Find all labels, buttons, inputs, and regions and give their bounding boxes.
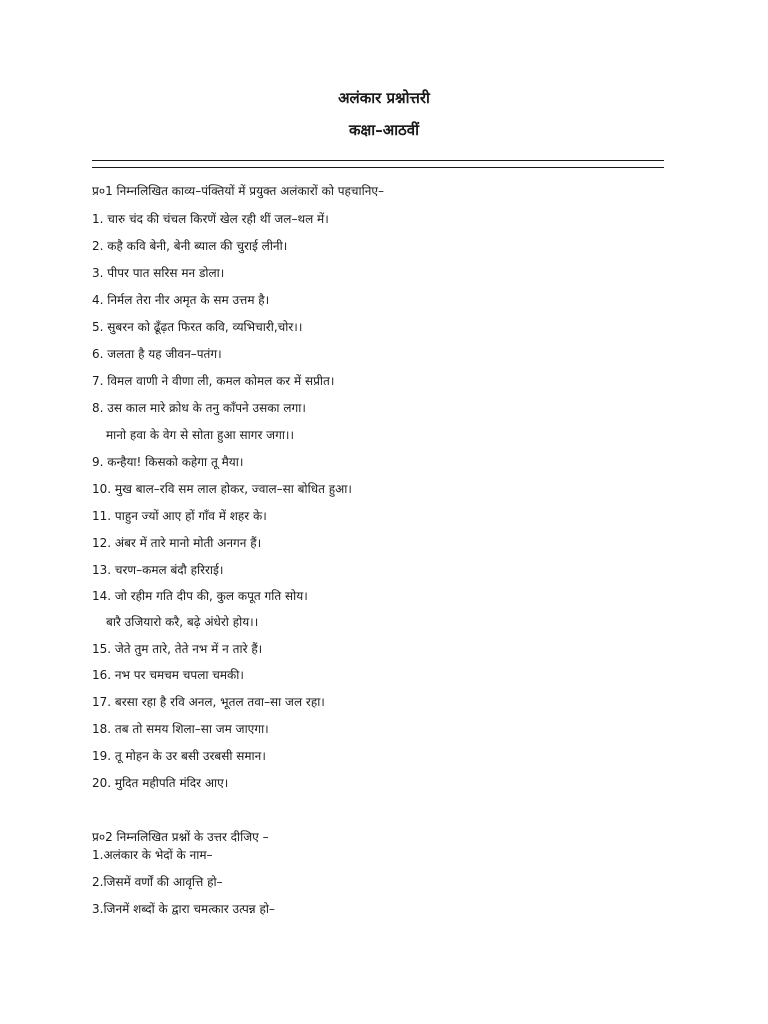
list-item: 1. चारु चंद की चंचल किरणें खेल रही थीं जल–थल में। [92, 212, 329, 226]
list-item: 5. सुबरन को ढूँढ़त फिरत कवि, व्यभिचारी,चोर।। [92, 320, 303, 334]
list-item: 17. बरसा रहा है रवि अनल, भूतल तवा–सा जल रहा। [92, 695, 325, 709]
list-item: 3.जिनमें शब्दों के द्वारा चमत्कार उत्पन्न हो– [92, 902, 275, 916]
divider-line [92, 160, 664, 161]
list-item: 8. उस काल मारे क्रोध के तनु काँपने उसका लगा। [92, 401, 306, 415]
list-item: 18. तब तो समय शिला–सा जम जाएगा। [92, 722, 269, 736]
list-item: 19. तू मोहन के उर बसी उरबसी समान। [92, 749, 266, 763]
list-item-continuation: बारै उजियारो करै, बढ़े अंधेरो होय।। [106, 615, 259, 629]
list-item: 14. जो रहीम गति दीप की, कुल कपूत गति सोय। [92, 589, 308, 603]
question-1-heading: प्र०1 निम्नलिखित काव्य–पंक्तियों में प्रयुक्त अलंकारों को पहचानिए– [92, 184, 385, 198]
list-item: 15. जेते तुम तारे, तेते नभ में न तारे हैं। [92, 642, 263, 656]
divider-line [92, 167, 664, 168]
list-item: 9. कन्हैया! किसको कहेगा तू मैया। [92, 455, 244, 469]
list-item: 12. अंबर में तारे मानो मोती अनगन हैं। [92, 536, 262, 550]
list-item: 3. पीपर पात सरिस मन डोला। [92, 266, 225, 280]
list-item: 1.अलंकार के भेदों के नाम– [92, 848, 213, 862]
list-item-continuation: मानो हवा के वेग से सोता हुआ सागर जगा।। [106, 428, 295, 442]
list-item: 20. मुदित महीपति मंदिर आए। [92, 776, 229, 790]
document-title: अलंकार प्रश्नोत्तरी [338, 89, 430, 107]
list-item: 2.जिसमें वर्णों की आवृत्ति हो– [92, 875, 223, 889]
question-2-heading: प्र०2 निम्नलिखित प्रश्नों के उत्तर दीजिए – [92, 830, 269, 844]
list-item: 16. नभ पर चमचम चपला चमकी। [92, 668, 244, 682]
list-item: 2. कहै कवि बेनी, बेनी ब्याल की चुराई लीनी। [92, 239, 288, 253]
list-item: 6. जलता है यह जीवन–पतंग। [92, 347, 222, 361]
list-item: 4. निर्मल तेरा नीर अमृत के सम उत्तम है। [92, 293, 270, 307]
list-item: 13. चरण–कमल बंदौ हरिराई। [92, 563, 224, 577]
list-item: 11. पाहुन ज्यों आए हों गाँव में शहर के। [92, 509, 267, 523]
list-item: 7. विमल वाणी ने वीणा ली, कमल कोमल कर में सप्रीत। [92, 374, 335, 388]
class-subtitle: कक्षा–आठवीं [349, 121, 419, 139]
list-item: 10. मुख बाल–रवि सम लाल होकर, ज्वाल–सा बोधित हुआ। [92, 482, 352, 496]
